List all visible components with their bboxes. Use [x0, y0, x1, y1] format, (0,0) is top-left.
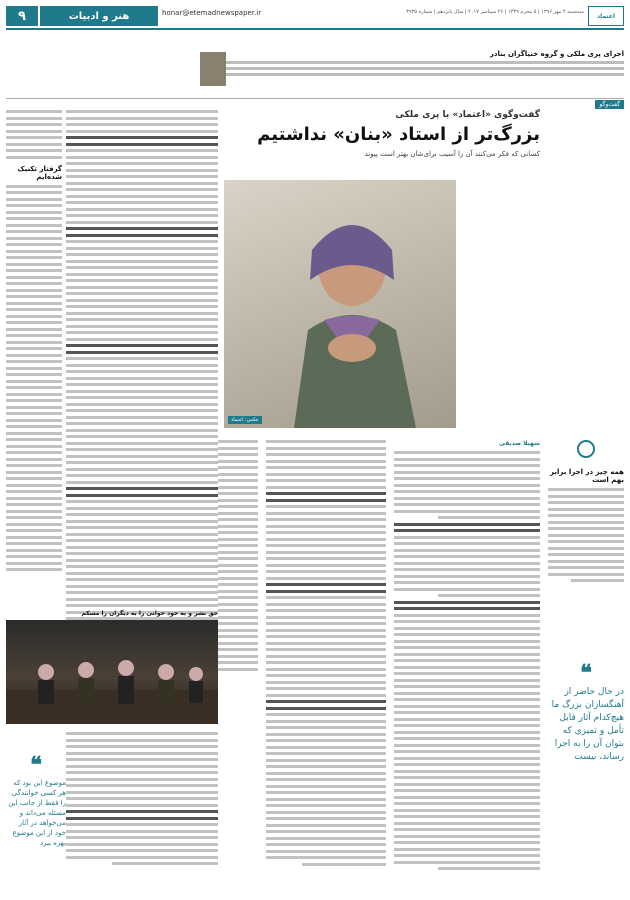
section-divider — [6, 98, 624, 99]
left-pull-quote — [6, 752, 66, 848]
article-kicker: گفت‌وگوی «اعتماد» با پری ملکی — [395, 110, 540, 120]
left-subhead: گرفتار تکنیک شده‌ایم — [17, 164, 62, 181]
teaser-text — [206, 73, 624, 76]
right-pull-quote — [548, 660, 624, 764]
teaser-block — [206, 50, 624, 92]
left-column-top — [66, 110, 218, 656]
teaser-thumbnail — [200, 52, 226, 86]
page-number: ۹ — [6, 6, 38, 26]
interview-icon — [577, 440, 595, 458]
teaser-text — [206, 61, 624, 64]
teaser-title: اجرای پری ملکی و گروه خنیاگران بنادر — [489, 50, 624, 58]
photo-credit: عکس: اعتماد — [228, 416, 262, 424]
concert-photo — [6, 620, 218, 724]
byline: سهیلا صدیقی — [499, 440, 540, 447]
page-header — [6, 6, 624, 46]
quote-mark-icon: ❝ — [580, 660, 592, 686]
section-tag: گفت‌وگو — [595, 100, 624, 109]
portrait-illustration — [224, 180, 456, 428]
portrait-photo — [224, 180, 456, 428]
quote-mark-icon: ❝ — [30, 752, 42, 778]
article-subhead: کسانی که فکر می‌کنند آن را آسیب برای‌شان بهتر است پیوند — [364, 150, 540, 158]
side-box-title: همه چیز در اجرا برابر بهم است — [550, 468, 624, 484]
teaser-text — [206, 67, 624, 70]
concert-illustration — [6, 620, 218, 724]
section-title: هنر و ادبیات — [40, 6, 158, 26]
header-divider — [6, 28, 624, 30]
section-email[interactable]: honar@etemadnewspaper.ir — [162, 9, 262, 17]
article-column-1 — [394, 440, 540, 874]
concert-caption: حق نشر و به خود خوانی را به دیگران را مسکم — [81, 610, 218, 617]
dateline: سه‌شنبه ۴ مهر ۱۳۹۶ | ۵ محرم ۱۴۳۹ | ۲۶ سپتامبر ۲۰۱۷ | سال پانزدهم | شماره ۳۹۳۵ — [406, 9, 584, 15]
left-pull-quote-text: موضوع این بود که هر کسی خوانندگی را فقط از جانب این مسئله می‌داند و می‌خواهد در آثار خود از این موضوع بهره ببرد — [8, 779, 66, 847]
article-headline: بزرگ‌تر از استاد «بنان» نداشتیم — [257, 124, 540, 145]
right-pull-quote-text: در حال حاضر از آهنگسازان بزرگ ما هیچ‌کدام آثار قابل تأمل و تمیزی که بتوان آن را به اجرا رساند، نیست — [551, 687, 624, 762]
side-box — [548, 440, 624, 586]
left-bottom-column — [66, 732, 218, 869]
article-column-2 — [266, 440, 386, 869]
left-narrow-column — [6, 110, 62, 575]
newspaper-logo: اعتماد — [588, 6, 624, 26]
article-column-3 — [218, 440, 258, 674]
